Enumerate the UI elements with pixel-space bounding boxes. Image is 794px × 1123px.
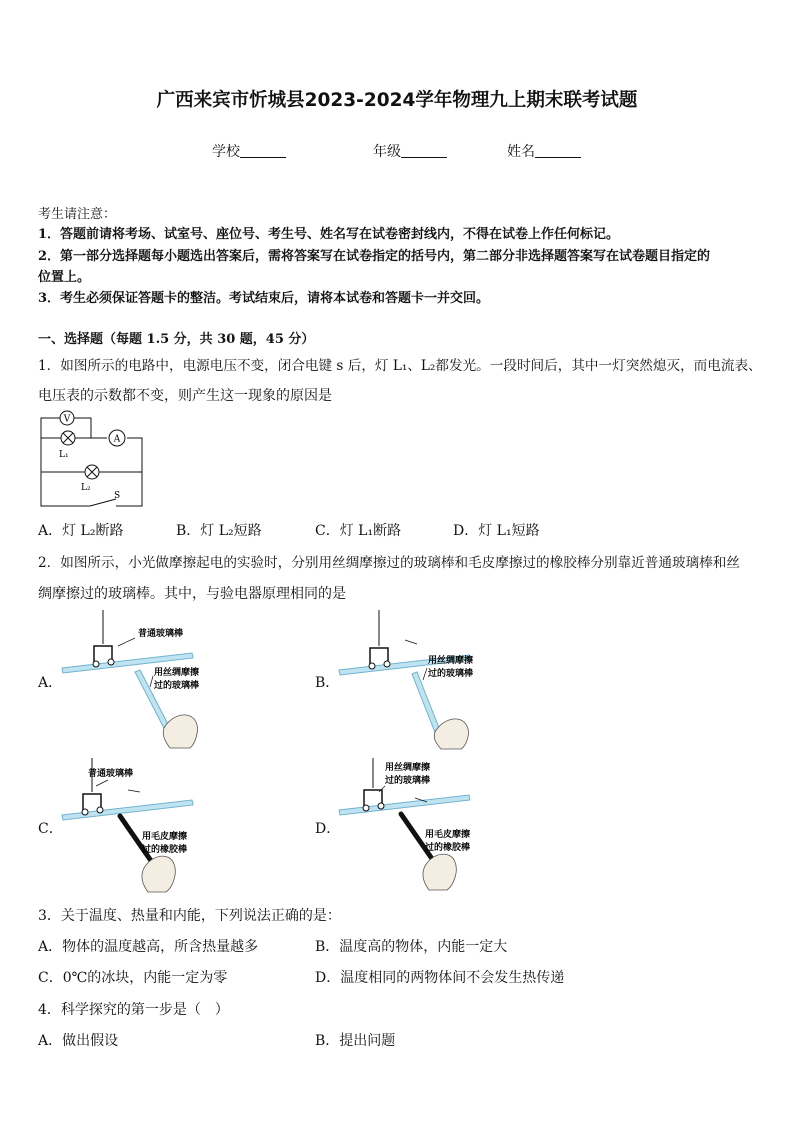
rod-label-1: 用毛皮摩擦: [142, 832, 188, 842]
q2-stem-line2: 绸摩擦过的玻璃棒。其中，与验电器原理相同的是: [38, 586, 346, 602]
name-label: 姓名: [507, 144, 535, 160]
rod-label-2: 过的橡胶棒: [425, 843, 471, 853]
hand: [142, 856, 175, 892]
q3-option-a[interactable]: A．物体的温度越高，所含热量越多: [38, 939, 259, 955]
hanging-glass-rod: [62, 800, 193, 820]
hand: [434, 719, 468, 749]
rod-label-1: 用丝绸摩擦: [428, 656, 474, 666]
q2-option-a-letter[interactable]: A．: [38, 675, 63, 691]
hang-label: 普通玻璃棒: [88, 769, 134, 779]
q1-option-c[interactable]: C．灯 L₁断路: [315, 523, 402, 539]
q2-figure-b[interactable]: [337, 610, 517, 750]
q1-option-d[interactable]: D．灯 L₁短路: [453, 523, 540, 539]
q3-option-d[interactable]: D．温度相同的两物体间不会发生热传递: [315, 970, 565, 986]
hang-label-1: 用丝绸摩擦: [385, 763, 431, 773]
rod-label-2: 过的玻璃棒: [428, 669, 474, 679]
q4-option-a[interactable]: A．做出假设: [38, 1033, 119, 1049]
hang-label-2: 过的玻璃棒: [385, 776, 431, 786]
grade-blank[interactable]: [401, 143, 447, 158]
q1-option-b[interactable]: B．灯 L₂短路: [176, 523, 262, 539]
grade-label: 年级: [373, 144, 401, 160]
notice-item-3: 3．考生必须保证答题卡的整洁。考试结束后，请将本试卷和答题卡一并交回。: [38, 291, 490, 306]
grade-field[interactable]: [373, 141, 447, 161]
q2-option-b-letter[interactable]: B．: [315, 675, 340, 691]
notice-item-2-cont: 位置上。: [38, 270, 91, 285]
page-title: 广西来宾市忻城县2023-2024学年物理九上期末联考试题: [156, 90, 638, 111]
hand: [163, 715, 197, 748]
lamp2-label: L₂: [81, 483, 91, 493]
q4-stem: 4．科学探究的第一步是（ ）: [38, 1002, 229, 1018]
notice-item-1: 1．答题前请将考场、试室号、座位号、考生号、姓名写在试卷密封线内，不得在试卷上作任何标记。: [38, 227, 620, 242]
q3-option-b[interactable]: B．温度高的物体，内能一定大: [315, 939, 508, 955]
name-blank[interactable]: [535, 143, 581, 158]
q1-stem-line2: 电压表的示数都不变，则产生这一现象的原因是: [38, 388, 332, 404]
q3-stem: 3．关于温度、热量和内能，下列说法正确的是：: [38, 908, 341, 924]
q1-stem-line1: 1．如图所示的电路中，电源电压不变，闭合电键 s 后，灯 L₁、L₂都发光。一段时间后，其中一灯突然熄灭，而电流表、: [38, 358, 762, 374]
switch-label: S: [114, 491, 121, 501]
section-title: 一、选择题（每题 1.5 分，共 30 题，45 分）: [38, 332, 315, 347]
rod-label-2: 过的玻璃棒: [154, 681, 200, 691]
q2-option-d-letter[interactable]: D．: [315, 821, 341, 837]
q1-circuit-diagram: [36, 408, 146, 512]
school-field[interactable]: [212, 141, 286, 161]
q3-option-c[interactable]: C．0℃的冰块，内能一定为零: [38, 970, 228, 986]
school-blank[interactable]: [240, 143, 286, 158]
q1-option-a[interactable]: A．灯 L₂断路: [38, 523, 124, 539]
school-label: 学校: [212, 144, 240, 160]
hang-label: 普通玻璃棒: [138, 629, 184, 639]
q2-stem-line1: 2．如图所示，小光做摩擦起电的实验时，分别用丝绸摩擦过的玻璃棒和毛皮摩擦过的橡胶棒分别靠近普通玻璃棒和丝: [38, 555, 740, 571]
q4-option-b[interactable]: B．提出问题: [315, 1033, 396, 1049]
rod-label-2: 过的橡胶棒: [142, 845, 188, 855]
rod-label-1: 用毛皮摩擦: [425, 830, 471, 840]
rod-label-1: 用丝绸摩擦: [154, 668, 200, 678]
q2-option-c-letter[interactable]: C．: [38, 821, 63, 837]
hanging-glass-rod: [339, 795, 470, 815]
name-field[interactable]: [507, 141, 581, 161]
ammeter-label: A: [113, 434, 121, 445]
q2-figure-c[interactable]: [60, 756, 240, 896]
hand: [423, 854, 456, 890]
voltmeter-label: V: [63, 414, 71, 425]
q2-figure-a[interactable]: [60, 610, 240, 750]
lamp1-label: L₁: [59, 450, 69, 460]
q2-figure-d[interactable]: [337, 756, 517, 896]
notice-heading: 考生请注意：: [38, 207, 117, 222]
notice-item-2: 2．第一部分选择题每小题选出答案后，需将答案写在试卷指定的括号内，第二部分非选择题答案写在试卷题目指定的: [38, 249, 711, 264]
